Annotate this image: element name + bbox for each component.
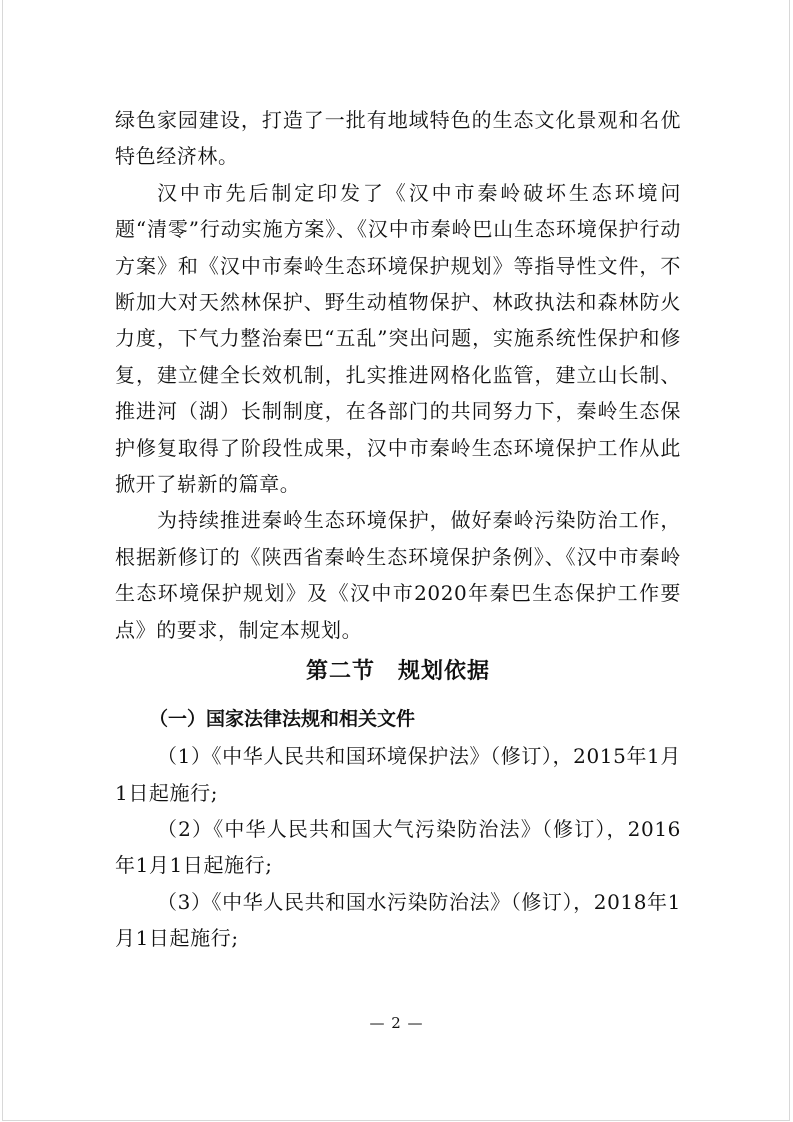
law-item: （2）《中华人民共和国大气污染防治法》（修订），2016年1月1日起施行; (115, 816, 681, 878)
paragraph-continuation: 绿色家园建设，打造了一批有地域特色的生态文化景观和名优特色经济林。 (115, 108, 681, 169)
paragraph-purpose: 为持续推进秦岭生态环境保护，做好秦岭污染防治工作，根据新修订的《陕西省秦岭生态环境保护条例》、《汉中市秦岭生态环境保护规划》及《汉中市2020年秦巴生态保护工作要点》的要求，制定本规划。 (115, 508, 681, 642)
subsection-heading: （一）国家法律法规和相关文件 (149, 708, 416, 731)
page-number: — 2 — (369, 1014, 424, 1032)
section-heading: 第二节 规划依据 (305, 659, 490, 685)
document-body (115, 102, 681, 957)
paragraph-hanzhong-measures: 汉中市先后制定印发了《汉中市秦岭破坏生态环境问题“清零”行动实施方案》、《汉中市秦岭巴山生态环境保护行动方案》和《汉中市秦岭生态环境保护规划》等指导性文件，不断加大对天然林保护、野生动植物保护、林政执法和森林防火力度，下气力整治秦巴“五乱”突出问题，实施系统性保护和修复，建立健全长效机制，扎实推进网格化监管，建立山长制、推进河（湖）长制制度，在各部门的共同努力下，秦岭生态保护修复取得了阶段性成果，汉中市秦岭生态环境保护工作从此掀开了崭新的篇章。 (115, 180, 681, 497)
law-item: （1）《中华人民共和国环境保护法》（修订），2015年1月1日起施行; (115, 744, 681, 805)
law-item: （3）《中华人民共和国水污染防治法》（修订），2018年1月1日起施行; (115, 889, 681, 951)
